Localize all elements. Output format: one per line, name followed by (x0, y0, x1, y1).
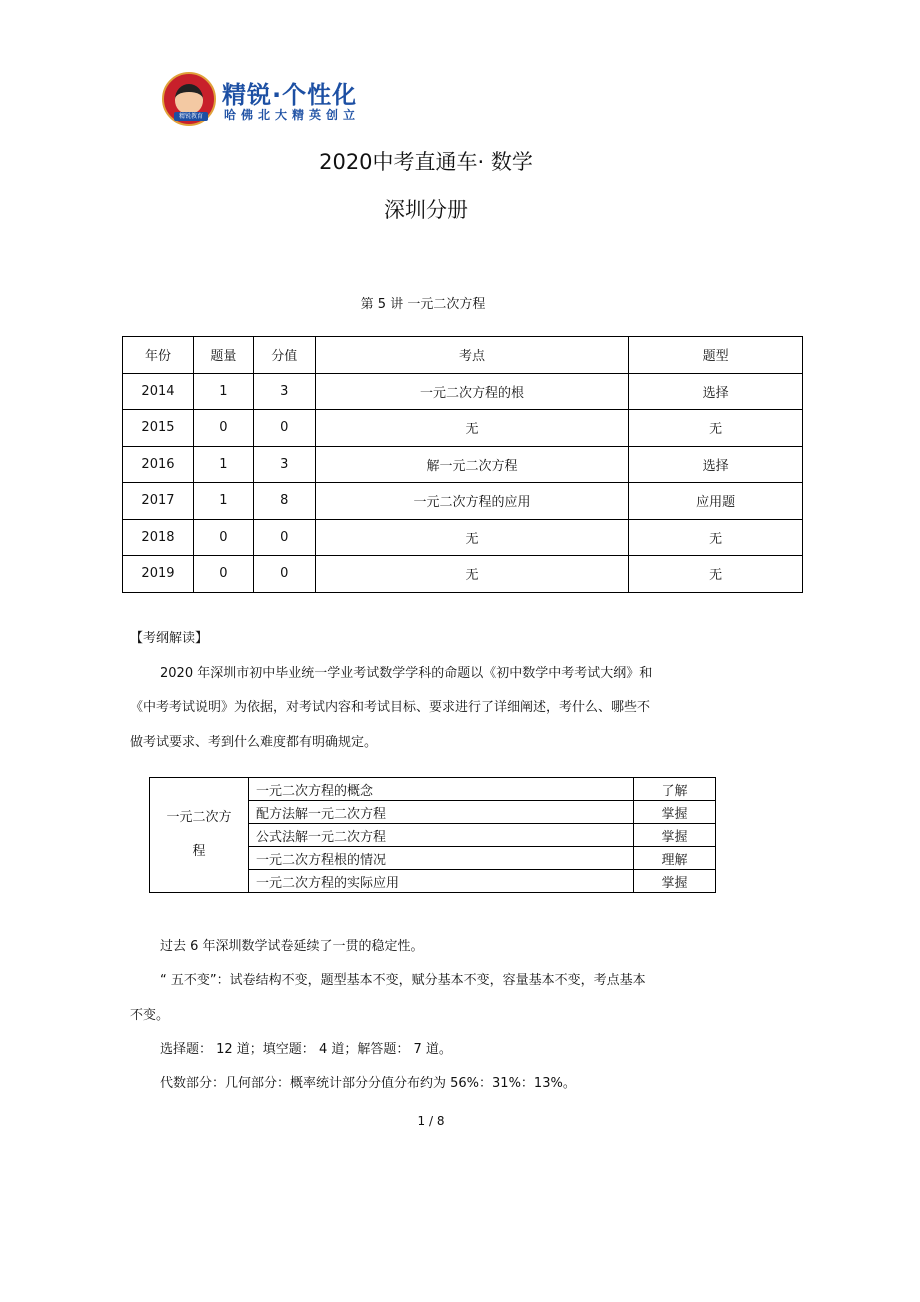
cell-type: 无 (629, 556, 803, 593)
requirement-level: 掌握 (634, 801, 716, 824)
document-subtitle: 深圳分册 (384, 198, 468, 222)
cell-year: 2017 (123, 483, 194, 520)
cell-topic: 一元二次方程的根 (315, 373, 628, 410)
logo-ribbon: 精锐教育 (174, 112, 208, 121)
header-year: 年份 (123, 337, 194, 374)
requirement-level: 理解 (634, 847, 716, 870)
knowledge-point: 一元二次方程根的情况 (248, 847, 633, 870)
analysis-line: 代数部分：几何部分：概率统计部分分值分布约为 56%：31%：13%。 (160, 1076, 576, 1091)
syllabus-line: 2020 年深圳市初中毕业统一学业考试数学学科的命题以《初中数学中考考试大纲》和 (160, 666, 653, 681)
cell-topic: 解一元二次方程 (315, 446, 628, 483)
document-title: 2020中考直通车· 数学 (319, 150, 533, 174)
cell-year: 2014 (123, 373, 194, 410)
table-row (123, 556, 803, 593)
header-score: 分值 (253, 337, 315, 374)
cell-score: 0 (253, 556, 315, 593)
knowledge-point: 公式法解一元二次方程 (248, 824, 633, 847)
cell-score: 0 (253, 410, 315, 447)
brand-slogan: 哈佛北大精英创立 (224, 108, 361, 122)
cell-year: 2018 (123, 519, 194, 556)
header-count: 题量 (193, 337, 253, 374)
cell-count: 1 (193, 373, 253, 410)
cell-topic: 无 (315, 556, 628, 593)
analysis-line: 不变。 (130, 1008, 170, 1023)
cell-type: 无 (629, 410, 803, 447)
cell-year: 2015 (123, 410, 194, 447)
cell-type: 应用题 (629, 483, 803, 520)
knowledge-point: 一元二次方程的概念 (248, 778, 633, 801)
requirement-level: 了解 (634, 778, 716, 801)
knowledge-points-table (149, 777, 716, 893)
cell-year: 2016 (123, 446, 194, 483)
topic-cell (150, 778, 249, 893)
analysis-line: 选择题： 12 道；填空题： 4 道；解答题： 7 道。 (160, 1042, 452, 1057)
header-topic: 考点 (315, 337, 628, 374)
cell-type: 选择 (629, 446, 803, 483)
cell-topic: 无 (315, 410, 628, 447)
syllabus-line: 做考试要求、考到什么难度都有明确规定。 (130, 735, 378, 750)
analysis-line: 过去 6 年深圳数学试卷延续了一贯的稳定性。 (160, 939, 424, 954)
analysis-line: “ 五不变”：试卷结构不变，题型基本不变，赋分基本不变，容量基本不变，考点基本 (160, 973, 646, 988)
cell-count: 1 (193, 446, 253, 483)
cell-score: 3 (253, 446, 315, 483)
table-header-row (123, 337, 803, 374)
cell-score: 0 (253, 519, 315, 556)
topic-label: 一元二次方程 (166, 810, 232, 859)
table-row (150, 778, 716, 801)
brand-name: 精锐·个性化 (222, 81, 358, 109)
lecture-heading: 第 5 讲 一元二次方程 (360, 297, 486, 312)
cell-topic: 无 (315, 519, 628, 556)
table-row (123, 373, 803, 410)
header-type: 题型 (629, 337, 803, 374)
cell-type: 无 (629, 519, 803, 556)
table-row (123, 483, 803, 520)
table-row (123, 446, 803, 483)
cell-count: 1 (193, 483, 253, 520)
cell-count: 0 (193, 410, 253, 447)
table-row (123, 519, 803, 556)
syllabus-heading: 【考纲解读】 (130, 631, 209, 646)
cell-score: 3 (253, 373, 315, 410)
cell-type: 选择 (629, 373, 803, 410)
exam-statistics-table (122, 336, 803, 593)
cell-score: 8 (253, 483, 315, 520)
cell-topic: 一元二次方程的应用 (315, 483, 628, 520)
cell-year: 2019 (123, 556, 194, 593)
page-number: 1 / 8 (417, 1114, 445, 1128)
syllabus-line: 《中考考试说明》为依据，对考试内容和考试目标、要求进行了详细阐述，考什么、哪些不 (130, 700, 651, 715)
requirement-level: 掌握 (634, 824, 716, 847)
logo-portrait-icon (175, 84, 203, 114)
table-row (123, 410, 803, 447)
cell-count: 0 (193, 519, 253, 556)
knowledge-point: 配方法解一元二次方程 (248, 801, 633, 824)
requirement-level: 掌握 (634, 870, 716, 893)
cell-count: 0 (193, 556, 253, 593)
knowledge-point: 一元二次方程的实际应用 (248, 870, 633, 893)
